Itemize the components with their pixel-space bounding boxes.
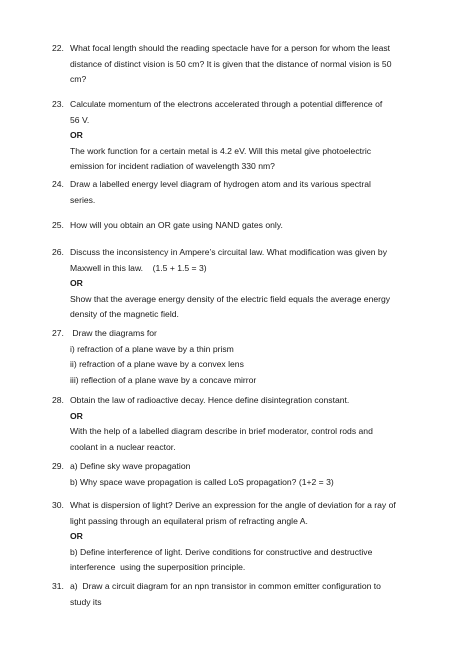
question-text-line: distance of distinct vision is 50 cm? It is given that the distance of normal vision is 50 xyxy=(70,58,392,69)
alternative-text-line: coolant in a nuclear reactor. xyxy=(70,441,176,452)
question-31 xyxy=(52,579,425,610)
question-22 xyxy=(52,41,425,88)
question-text-line: What focal length should the reading spectacle have for a person for whom the least xyxy=(70,43,391,53)
question-30 xyxy=(52,498,425,576)
question-text-line: Discuss the inconsistency in Ampere’s circuital law. What modification was given by xyxy=(70,247,387,257)
question-subpart: b) Why space wave propagation is called LoS propagation? (1+2 = 3) xyxy=(70,476,334,487)
question-27 xyxy=(52,326,425,388)
alternative-text-line: interference using the superposition principle. xyxy=(70,562,246,573)
question-text-line: Obtain the law of radioactive decay. Hence define disintegration constant. xyxy=(70,395,350,405)
question-text-line: 56 V. xyxy=(70,114,90,125)
question-subpart: a) Define sky wave propagation xyxy=(70,461,191,471)
question-number: 29. xyxy=(52,461,64,471)
alternative-text-line: b) Define interference of light. Derive conditions for constructive and destructive xyxy=(70,546,373,557)
question-number: 27. xyxy=(52,328,64,338)
question-25 xyxy=(52,218,425,234)
or-label: OR xyxy=(70,278,83,289)
alternative-text-line: emission for incident radiation of wavelength 330 nm? xyxy=(70,161,275,172)
question-number: 24. xyxy=(52,179,64,189)
question-text-line: Draw the diagrams for xyxy=(70,328,157,338)
question-text-line: cm? xyxy=(70,74,87,85)
question-number: 23. xyxy=(52,99,64,109)
question-24 xyxy=(52,177,425,208)
question-text-line: Maxwell in this law. (1.5 + 1.5 = 3) xyxy=(70,262,207,273)
alternative-text-line: Show that the average energy density of the electric field equals the average energy xyxy=(70,293,391,304)
question-number: 25. xyxy=(52,220,64,230)
question-number: 30. xyxy=(52,500,64,510)
question-number: 28. xyxy=(52,395,64,405)
question-number: 26. xyxy=(52,247,64,257)
question-text-line: study its xyxy=(70,596,102,607)
question-26 xyxy=(52,245,425,323)
or-label: OR xyxy=(70,531,83,542)
or-label: OR xyxy=(70,410,83,421)
question-number: 31. xyxy=(52,581,64,591)
question-subpart: ii) refraction of a plane wave by a convex lens xyxy=(70,359,244,370)
question-subpart: i) refraction of a plane wave by a thin prism xyxy=(70,343,234,354)
question-subpart: iii) reflection of a plane wave by a concave mirror xyxy=(70,374,257,385)
question-text-line: Draw a labelled energy level diagram of hydrogen atom and its various spectral xyxy=(70,179,371,189)
question-number: 22. xyxy=(52,43,64,53)
question-text-line: What is dispersion of light? Derive an expression for the angle of deviation for a ray of xyxy=(70,500,396,510)
question-23 xyxy=(52,97,425,175)
question-29 xyxy=(52,459,425,490)
question-text-line: a) Draw a circuit diagram for an npn transistor in common emitter configuration to xyxy=(70,581,381,591)
or-label: OR xyxy=(70,130,83,141)
question-text-line: How will you obtain an OR gate using NAND gates only. xyxy=(70,220,283,230)
question-text-line: Calculate momentum of the electrons accelerated through a potential difference of xyxy=(70,99,383,109)
question-28 xyxy=(52,393,425,455)
alternative-text-line: The work function for a certain metal is 4.2 eV. Will this metal give photoelectric xyxy=(70,145,372,156)
alternative-text-line: density of the magnetic field. xyxy=(70,309,179,320)
question-text-line: series. xyxy=(70,194,96,205)
alternative-text-line: With the help of a labelled diagram describe in brief moderator, control rods and xyxy=(70,426,373,437)
question-text-line: light passing through an equilateral prism of refracting angle A. xyxy=(70,515,308,526)
